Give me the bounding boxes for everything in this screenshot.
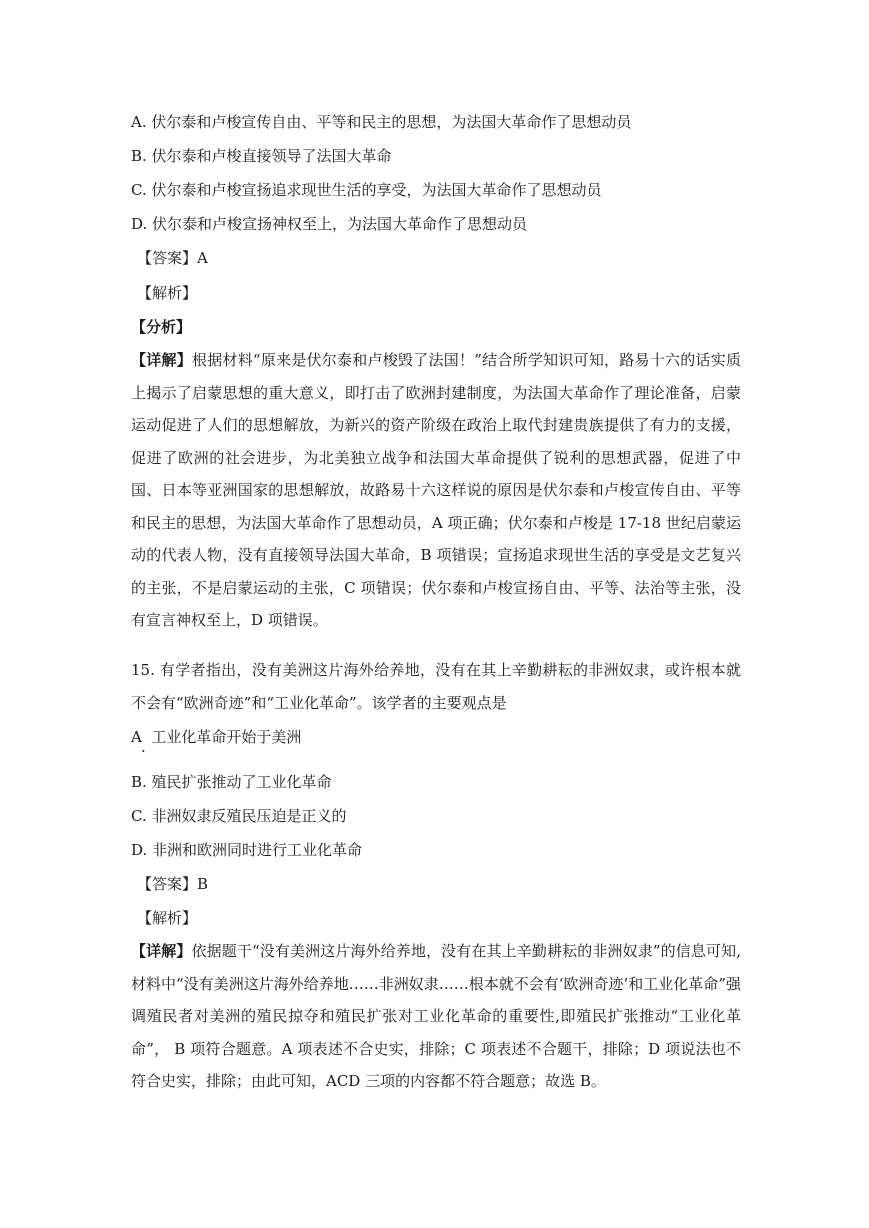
detail-text: 根据材料“原来是伏尔泰和卢梭毁了法国！”结合所学知识可知，路易十六的话实质上揭示了启蒙思想的重大意义，即打击了欧洲封建制度，为法国大革命作了理论准备，启蒙运动促进了人们的思想解放，为新兴的资产阶级在政治上取代封建贵族提供了有力的支援，促进了欧洲的社会进步，为北美独立战争和法国大革命提供了锐利的思想武器，促进了中国、日本等亚洲国家的思想解放，故路易十六这样说的原因是伏尔泰和卢梭宣传自由、平等和民主的思想，为法国大革命作了思想动员，A 项正确；伏尔泰和卢梭是 17-18 世纪启蒙运动的代表人物，没有直接领导法国大革命，B 项错误；宣扬追求现世生活的享受是文艺复兴的主张，不是启蒙运动的主张，C 项错误；伏尔泰和卢梭宣扬自由、平等、法治等主张，没有宣言神权至上，D 项错误。 — [131, 351, 741, 629]
detail-text: 依据题干“没有美洲这片海外给养地，没有在其上辛勤耕耘的非洲奴隶”的信息可知,材料中“没有美洲这片海外给养地……非洲奴隶……根本就不会有‘欧洲奇迹’和工业化革命”强调殖民者对美洲的殖民掠夺和殖民扩张对工业化革命的重要性,即殖民扩张推动“工业化革命”， B 项符合题意。A 项表述不合史实，排除；C 项表述不合题干，排除；D 项说法也不符合史实，排除；由此可知，ACD 三项的内容都不符合题意；故选 B。 — [131, 942, 741, 1090]
answer-label: 【答案】 — [137, 875, 198, 893]
q14-detail-paragraph — [131, 344, 741, 637]
q15-analysis-label: 【解析】 — [137, 909, 198, 927]
option-a-letter: A — [131, 728, 142, 746]
q15-stem: 15. 有学者指出，没有美洲这片海外给养地，没有在其上辛勤耕耘的非洲奴隶，或许根本就不会有“欧洲奇迹”和“工业化革命”。该学者的主要观点是 — [131, 661, 741, 712]
answer-label: 【答案】 — [137, 249, 198, 267]
q14-answer — [137, 248, 208, 268]
q15-option-c: C. 非洲奴隶反殖民压迫是正义的 — [131, 807, 347, 825]
q14-option-b: B. 伏尔泰和卢梭直接领导了法国大革命 — [131, 147, 392, 165]
q15-detail-paragraph — [131, 935, 741, 1098]
q14-option-a: A. 伏尔泰和卢梭宣传自由、平等和民主的思想，为法国大革命作了思想动员 — [131, 113, 632, 131]
q15-option-a — [131, 727, 301, 747]
q14-analysis-label: 【解析】 — [137, 284, 198, 302]
q15-answer — [137, 874, 208, 894]
q14-option-c: C. 伏尔泰和卢梭宣扬追求现世生活的享受，为法国大革命作了思想动员 — [131, 181, 602, 199]
q14-fenxi-label: 【分析】 — [131, 318, 192, 336]
q15-option-b: B. 殖民扩张推动了工业化革命 — [131, 773, 332, 791]
answer-value: A — [197, 249, 208, 267]
q14-option-d: D. 伏尔泰和卢梭宣扬神权至上，为法国大革命作了思想动员 — [131, 215, 528, 233]
option-a-dot: . — [141, 738, 146, 756]
answer-value: B — [197, 875, 209, 893]
q15-option-d: D. 非洲和欧洲同时进行工业化革命 — [131, 841, 363, 859]
option-a-text: 工业化革命开始于美洲 — [151, 728, 302, 746]
detail-label: 【详解】 — [131, 942, 192, 960]
detail-label: 【详解】 — [131, 351, 192, 369]
